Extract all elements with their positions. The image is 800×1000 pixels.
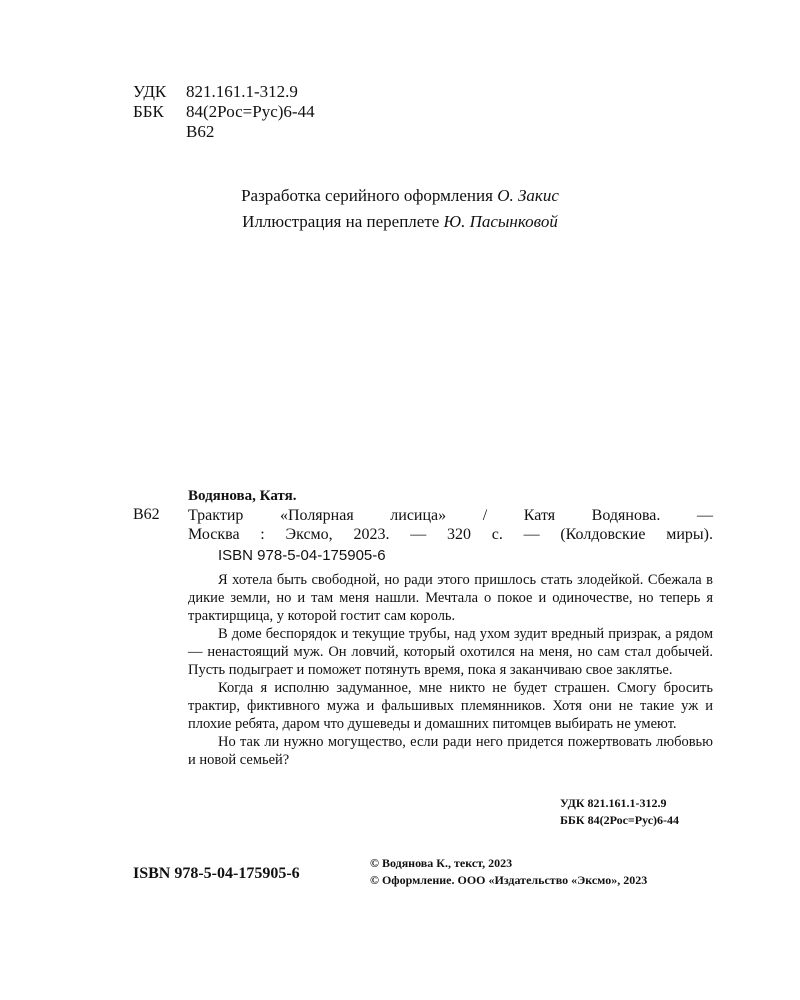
author-code: В62 [186,122,215,141]
author-code-row [133,122,315,142]
annotation-paragraph: Я хотела быть свободной, но ради этого пришлось стать злодейкой. Сбежала в дикие земли, но и там меня нашли. Мечтала о покое и одиночестве, но теперь я трактирщица, у которой гостит сам король. [188,572,713,624]
bib-author: Водянова, Катя. [188,488,297,504]
udk-row [133,82,315,102]
udk-label: УДК [133,82,167,101]
bib-isbn: ISBN 978-5-04-175905-6 [218,547,386,564]
credits-block [0,183,800,235]
annotation-paragraph: Но так ли нужно могущество, если ради него придется пожертвовать любовью и новой семьей? [188,734,713,768]
copyright-design: © Оформление. ООО «Издательство «Эксмо», 2023 [370,873,648,887]
series-designer-name: О. Закис [497,186,559,205]
annotation-paragraph: Когда я исполню задуманное, мне никто не будет страшен. Смогу бросить трактир, фиктивного мужа и фальшивых племянников. Хотя они не такие уж и плохие ребята, даром что душеведы и домашних питомцев выбирать не умеют. [188,680,713,732]
bib-code: В62 [133,506,160,523]
bbk-value: 84(2Рос=Рус)6-44 [186,102,315,121]
illustrator-name: Ю. Пасынковой [443,212,558,231]
series-design-credit: Разработка серийного оформления О. Закис [241,186,559,205]
classification-small [560,795,679,829]
udk-small: УДК 821.161.1-312.9 [560,796,667,810]
annotation-paragraph: В доме беспорядок и текущие трубы, над ухом зудит вредный призрак, а рядом — ненастоящий муж. Он ловчий, который охотился на меня, но сам стал добычей. Пусть подыграет и поможет потянуть время, пока я заканчиваю свое заклятье. [188,626,713,678]
isbn-main: ISBN 978-5-04-175905-6 [133,865,300,882]
copyright-block [370,855,647,889]
bbk-row [133,102,315,122]
udk-value: 821.161.1-312.9 [186,82,298,101]
annotation [188,571,713,769]
bbk-small: ББК 84(2Рос=Рус)6-44 [560,813,680,827]
copyright-text: © Водянова К., текст, 2023 [370,856,513,870]
bib-line-2: Москва : Эксмо, 2023. — 320 с. — (Колдовские миры). [188,526,713,543]
bib-line-1: Трактир «Полярная лисица» / Катя Водянова. — [188,507,713,524]
illustration-credit: Иллюстрация на переплете Ю. Пасынковой [242,212,558,231]
bbk-label: ББК [133,102,164,121]
classification-block [133,82,315,142]
